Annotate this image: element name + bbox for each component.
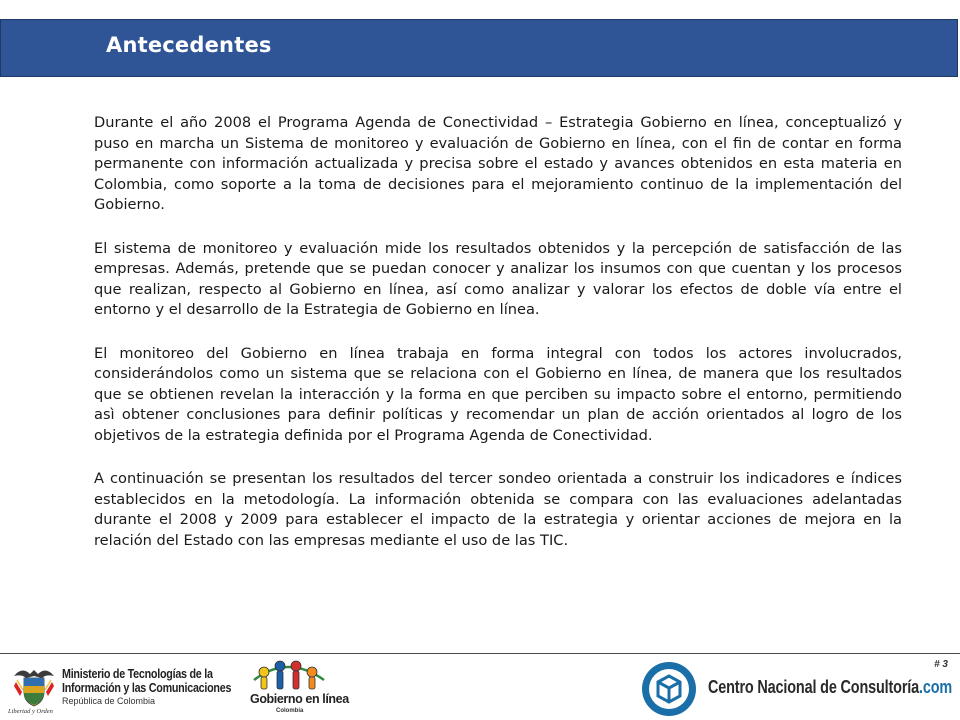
- ministry-name-line2: Información y las Comunicaciones: [62, 681, 232, 695]
- gobierno-en-linea-country: Colombia: [276, 708, 304, 714]
- cnc-name: [708, 676, 952, 698]
- people-figures-icon: [248, 656, 330, 694]
- page-number: # 3: [934, 659, 948, 670]
- gobierno-en-linea-name: Gobierno en línea: [250, 692, 349, 706]
- ministry-logo: [8, 660, 232, 718]
- gobierno-en-linea-logo: [248, 656, 349, 718]
- cnc-logo: [640, 660, 953, 718]
- colombia-seal-icon: [12, 662, 56, 714]
- ministry-name-line1: Ministerio de Tecnologías de la: [62, 667, 213, 681]
- ministry-name: [62, 667, 259, 707]
- page-title: Antecedentes: [106, 33, 272, 57]
- ministry-country: República de Colombia: [62, 696, 156, 706]
- cnc-name-suffix: .com: [919, 676, 953, 697]
- footer-divider: [0, 653, 960, 654]
- paragraph-3: El monitoreo del Gobierno en línea trabaja en forma integral con todos los actores involucrados, considerándolos como un sistema que se relaciona con el Gobierno en línea, de manera que los resultados que se obtienen revelan la interacción y la forma en que perciben su impacto sobre el entorno, permitiendo asì obtener conclusiones para definir políticas y recomendar un plan de acción orientados al logro de los objetivos de la estrategia definida por el Programa Agenda de Conectividad.: [94, 344, 902, 444]
- cnc-name-main: Centro Nacional de Consultoría: [708, 676, 920, 697]
- paragraph-1: Durante el año 2008 el Programa Agenda de Conectividad – Estrategia Gobierno en línea, conceptualizó y puso en marcha un Sistema de monitoreo y evaluación de Gobierno en línea, con el fin de contar en forma permanente con información actualizada y precisa sobre el estado y avances obtenidos en esta materia en Colombia, como soporte a la toma de decisiones para el mejoramiento continuo de la implementación del Gobierno.: [94, 114, 902, 213]
- paragraph-2: El sistema de monitoreo y evaluación mide los resultados obtenidos y la percepción de satisfacción de las empresas. Además, pretende que se puedan conocer y analizar los insumos con que cuentan y los procesos que realizan, respecto al Gobierno en línea, así como analizar y valorar los efectos de doble vía entre el entorno y el desarrollo de la Estrategia de Gobierno en línea.: [94, 239, 902, 318]
- paragraph-4: A continuación se presentan los resultados del tercer sondeo orientada a construir los indicadores e índices establecidos en la metodología. La información obtenida se compara con las evaluaciones adelantadas durante el 2008 y 2009 para establecer el impacto de la estrategia y orientar acciones de mejora en la relación del Estado con las empresas mediante el uso de las TIC.: [94, 470, 902, 549]
- body-text: [94, 113, 902, 574]
- cnc-emblem-icon: [640, 660, 698, 718]
- seal-caption: Libertad y Orden: [8, 708, 53, 715]
